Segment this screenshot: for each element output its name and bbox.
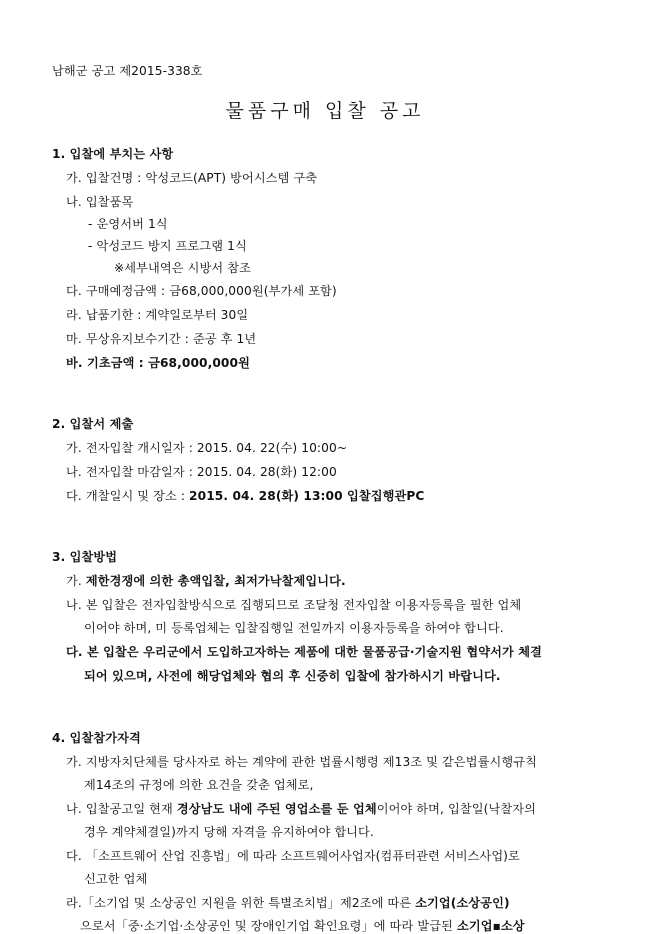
s1-item-da: 다. 구매예정금액 : 금68,000,000원(부가세 포함) [66,284,337,298]
s4-item-na-line1 [66,801,536,817]
s3-item-ga [66,573,346,589]
s3-item-na-line2: 이어야 하며, 미 등록업체는 입찰집행일 전일까지 이용자등록을 하여야 합니다. [84,621,504,635]
s1-subitem-1: - 운영서버 1식 [88,217,168,231]
notice-number: 남해군 공고 제2015-338호 [52,64,203,78]
s1-item-ga: 가. 입찰건명 : 악성코드(APT) 방어시스템 구축 [66,171,318,185]
s3-item-ga-marker: 가. [66,574,86,588]
s1-note: ※세부내역은 시방서 참조 [114,261,251,275]
section-3-heading: 3. 입찰방법 [52,550,118,564]
section-4-heading: 4. 입찰참가자격 [52,731,141,745]
s4-item-da-line2: 신고한 업체 [84,872,148,886]
s4-item-ra-highlight: 소기업(소상공인) [415,896,510,910]
s2-item-ga: 가. 전자입찰 개시일자 : 2015. 04. 22(수) 10:00~ [66,441,348,455]
s2-item-da-value: 2015. 04. 28(화) 13:00 입찰집행관PC [189,489,425,503]
s4-item-ra-highlight-2: 소기업▪소상 [456,919,525,933]
s4-item-ga-line1: 가. 지방자치단체를 당사자로 하는 계약에 관한 법률시행령 제13조 및 같은법률시행규칙 [66,755,538,769]
s4-item-na-highlight: 경상남도 내에 주된 영업소를 둔 업체 [176,802,377,816]
s1-item-ra: 라. 납품기한 : 계약일로부터 30일 [66,308,249,322]
s4-item-ga-line2: 제14조의 규정에 의한 요건을 갖춘 업체로, [84,778,314,792]
s4-item-na-line2: 경우 계약체결일)까지 당해 자격을 유지하여야 합니다. [84,825,374,839]
s4-item-ra-line2 [80,918,525,934]
s4-item-da-line1: 다. 「소프트웨어 산업 진흥법」에 따라 소프트웨어사업자(컴퓨터관련 서비스사업)로 [66,849,520,863]
s1-subitem-2: - 악성코드 방지 프로그램 1식 [88,239,247,253]
s1-item-na: 나. 입찰품목 [66,195,134,209]
s4-item-ra-line1 [66,895,510,911]
s2-item-na: 나. 전자입찰 마감일자 : 2015. 04. 28(화) 12:00 [66,465,337,479]
s1-item-ma: 마. 무상유지보수기간 : 준공 후 1년 [66,332,257,346]
s4-item-na-text-a: 나. 입찰공고일 현재 [66,802,177,816]
document-title: 물품구매 입찰 공고 [225,100,425,122]
s2-item-da [66,488,424,504]
s4-item-na-text-c: 이어야 하며, 입찰일(낙찰자의 [376,802,536,816]
s1-item-ba: 바. 기초금액 : 금68,000,000원 [66,356,250,370]
s4-item-ra-text-b: 으로서「중·소기업·소상공인 및 장애인기업 확인요령」에 따라 발급된 [80,919,457,933]
s4-item-ra-text-a: 라.「소기업 및 소상공인 지원을 위한 특별조치법」제2조에 따른 [66,896,416,910]
s2-item-da-label: 다. 개찰일시 및 장소 : [66,489,190,503]
section-2-heading: 2. 입찰서 제출 [52,417,134,431]
s3-item-da-line1: 다. 본 입찰은 우리군에서 도입하고자하는 제품에 대한 물품공급·기술지원 협약서가 체결 [66,645,542,659]
s3-item-na-line1: 나. 본 입찰은 전자입찰방식으로 집행되므로 조달청 전자입찰 이용자등록을 필한 업체 [66,598,522,612]
s3-item-da-line2: 되어 있으며, 사전에 해당업체와 협의 후 신중히 입찰에 참가하시기 바랍니다. [84,669,501,683]
s3-item-ga-text: 제한경쟁에 의한 총액입찰, 최저가낙찰제입니다. [85,574,346,588]
section-1-heading: 1. 입찰에 부치는 사항 [52,147,174,161]
